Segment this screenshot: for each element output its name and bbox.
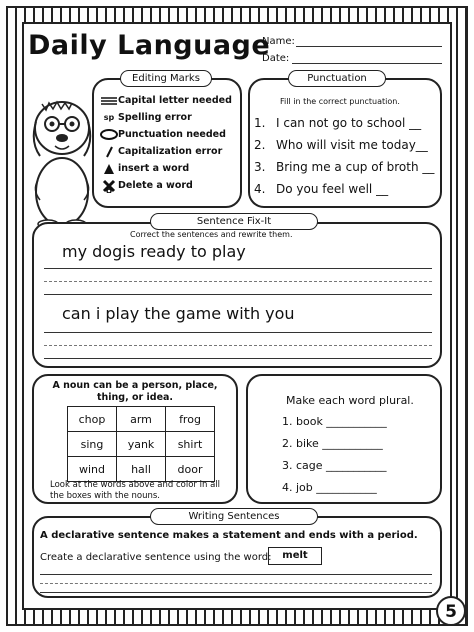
punctuation-list xyxy=(254,112,440,200)
name-label: Name: xyxy=(262,36,295,47)
item-number: 2. xyxy=(282,436,293,450)
page-title: Daily Language xyxy=(28,30,271,61)
writing-line xyxy=(44,281,432,282)
plural-item[interactable] xyxy=(282,410,432,432)
fix-sentence-1: my dogis ready to play xyxy=(62,242,246,261)
writing-line xyxy=(40,583,432,584)
slash-icon xyxy=(100,146,118,158)
date-label: Date: xyxy=(262,53,290,64)
item-number: 3. xyxy=(254,160,266,174)
writing-prompt: Create a declarative sentence using the word: xyxy=(40,552,272,563)
mark-label: Capital letter needed xyxy=(118,95,232,106)
grid-row xyxy=(68,432,215,457)
noun-cell[interactable]: shirt xyxy=(166,432,215,457)
fix-sentence-2: can i play the game with you xyxy=(62,304,295,323)
grid-row xyxy=(68,457,215,482)
punctuation-heading: Punctuation xyxy=(288,70,386,87)
page-number: 5 xyxy=(436,596,466,626)
punctuation-item[interactable] xyxy=(254,178,440,200)
noun-cell[interactable]: wind xyxy=(68,457,117,482)
item-text: Who will visit me today__ xyxy=(276,138,428,152)
writing-line xyxy=(44,345,432,346)
plural-item[interactable] xyxy=(282,454,432,476)
nouns-instruction: A noun can be a person, place, thing, or idea. xyxy=(52,380,218,403)
punctuation-item[interactable] xyxy=(254,156,440,178)
writing-line[interactable] xyxy=(40,574,432,575)
date-field[interactable] xyxy=(292,63,442,64)
mark-row xyxy=(100,160,240,177)
writing-definition: A declarative sentence makes a statement and ends with a period. xyxy=(40,530,418,541)
writing-line[interactable] xyxy=(44,268,432,269)
plural-item[interactable] xyxy=(282,432,432,454)
mark-label: insert a word xyxy=(118,163,190,174)
mark-label: Punctuation needed xyxy=(118,129,226,140)
noun-cell[interactable]: arm xyxy=(117,407,166,432)
noun-cell[interactable]: door xyxy=(166,457,215,482)
caret-icon xyxy=(100,163,118,175)
delete-icon xyxy=(100,179,118,193)
noun-cell[interactable]: yank xyxy=(117,432,166,457)
mark-label: Capitalization error xyxy=(118,146,223,157)
triple-underline-icon xyxy=(100,96,118,106)
grid-row xyxy=(68,407,215,432)
mark-label: Delete a word xyxy=(118,180,193,191)
writing-line[interactable] xyxy=(44,358,432,359)
writing-line[interactable] xyxy=(40,592,432,593)
item-word: bike ___________ xyxy=(296,436,383,450)
plural-item[interactable] xyxy=(282,476,432,498)
noun-grid xyxy=(67,406,215,482)
noun-cell[interactable]: hall xyxy=(117,457,166,482)
nouns-footer: Look at the words above and color in all the boxes with the nouns. xyxy=(50,480,221,501)
name-field[interactable] xyxy=(296,46,442,47)
mark-label: Spelling error xyxy=(118,112,192,123)
item-number: 1. xyxy=(282,414,293,428)
item-number: 3. xyxy=(282,458,293,472)
editing-marks-heading: Editing Marks xyxy=(120,70,212,87)
punctuation-instruction: Fill in the correct punctuation. xyxy=(280,97,400,106)
mark-row xyxy=(100,109,240,126)
item-word: book ___________ xyxy=(296,414,387,428)
noun-cell[interactable]: frog xyxy=(166,407,215,432)
circle-icon xyxy=(100,129,118,140)
sentence-fix-instruction: Correct the sentences and rewrite them. xyxy=(130,230,293,239)
item-number: 1. xyxy=(254,116,266,130)
plural-instruction: Make each word plural. xyxy=(286,394,414,407)
mark-row xyxy=(100,92,240,109)
item-number: 4. xyxy=(282,480,293,494)
mark-row xyxy=(100,177,240,194)
mark-row xyxy=(100,126,240,143)
item-word: cage ___________ xyxy=(296,458,387,472)
mark-row xyxy=(100,143,240,160)
plural-list xyxy=(282,410,432,498)
sentence-fix-heading: Sentence Fix-It xyxy=(150,213,318,230)
writing-heading: Writing Sentences xyxy=(150,508,318,525)
noun-cell[interactable]: chop xyxy=(68,407,117,432)
writing-line[interactable] xyxy=(44,332,432,333)
noun-cell[interactable]: sing xyxy=(68,432,117,457)
sp-icon: sp xyxy=(103,113,115,122)
punctuation-item[interactable] xyxy=(254,134,440,156)
editing-marks-list xyxy=(100,92,240,194)
writing-line[interactable] xyxy=(44,294,432,295)
punctuation-item[interactable] xyxy=(254,112,440,134)
item-text: Bring me a cup of broth __ xyxy=(276,160,435,174)
item-word: job ___________ xyxy=(296,480,377,494)
item-text: I can not go to school __ xyxy=(276,116,422,130)
dog-mascot-image xyxy=(28,92,96,230)
item-number: 2. xyxy=(254,138,266,152)
word-box: melt xyxy=(268,547,322,565)
item-number: 4. xyxy=(254,182,266,196)
item-text: Do you feel well __ xyxy=(276,182,389,196)
